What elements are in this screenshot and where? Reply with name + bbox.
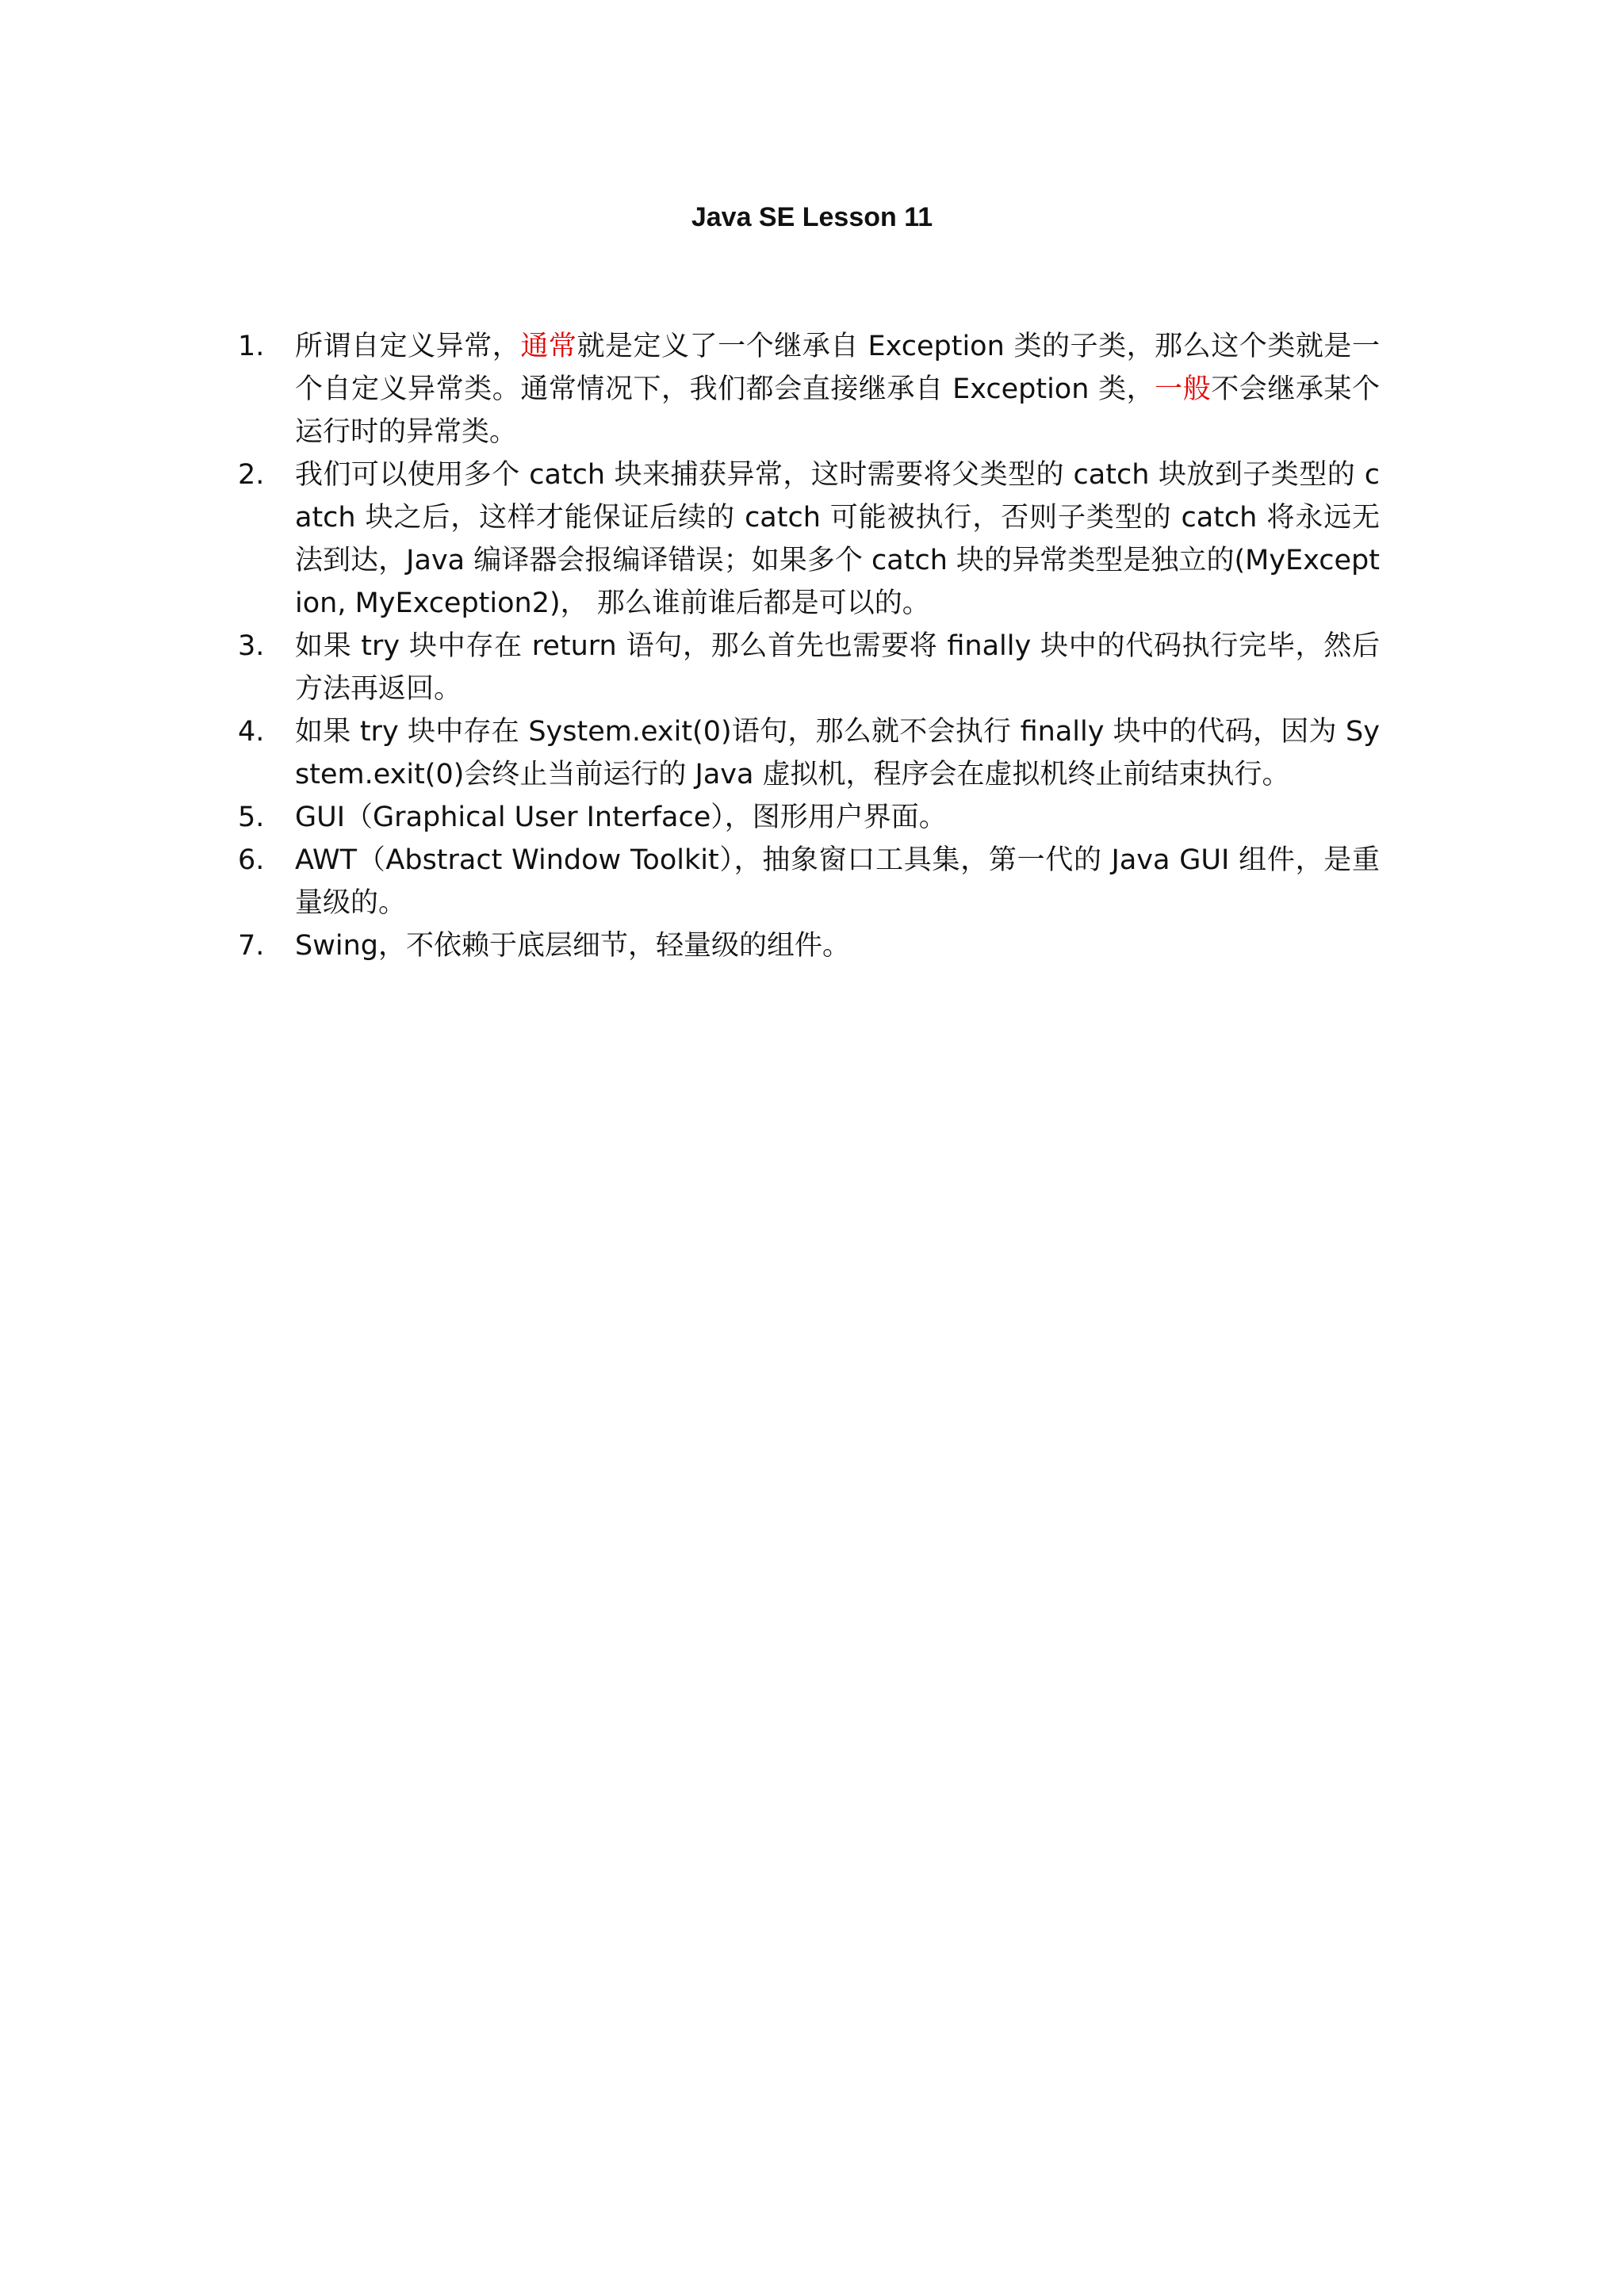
list-item bbox=[238, 710, 1380, 796]
text-segment: Swing，不依赖于底层细节，轻量级的组件。 bbox=[295, 930, 850, 962]
list-item-number: 3. bbox=[238, 630, 265, 662]
list-item-number: 6. bbox=[238, 844, 265, 876]
text-segment: AWT（Abstract Window Toolkit），抽象窗口工具集，第一代的 Java GUI 组件，是重量级的。 bbox=[295, 844, 1380, 919]
list-item-text bbox=[295, 453, 1380, 625]
page-title: Java SE Lesson 11 bbox=[691, 202, 933, 232]
list-item-text bbox=[295, 796, 1380, 839]
highlighted-text: 一般 bbox=[1155, 373, 1212, 405]
list-item bbox=[238, 796, 1380, 839]
list-item-text bbox=[295, 839, 1380, 924]
list-item bbox=[238, 839, 1380, 924]
list-item bbox=[238, 625, 1380, 710]
list-item-text bbox=[295, 625, 1380, 710]
text-segment: 就是定义了一个继承自 Exception 类的子类，那么这个类就是一个自定义异常类。通常情况下，我们都会直接继承自 Exception 类， bbox=[295, 331, 1380, 405]
text-segment: 不会继承某个运行时的异常类。 bbox=[295, 373, 1380, 448]
numbered-list bbox=[238, 325, 1380, 967]
list-item-number: 4. bbox=[238, 716, 265, 748]
text-segment: 如果 try 块中存在 return 语句，那么首先也需要将 finally 块中的代码执行完毕，然后方法再返回。 bbox=[295, 630, 1380, 705]
text-segment: 如果 try 块中存在 System.exit(0)语句，那么就不会执行 finally 块中的代码，因为 System.exit(0)会终止当前运行的 Java 虚拟机，程序会在虚拟机终止前结束执行。 bbox=[295, 716, 1380, 790]
text-segment: 我们可以使用多个 catch 块来捕获异常，这时需要将父类型的 catch 块放到子类型的 catch 块之后，这样才能保证后续的 catch 可能被执行，否则子类型的 catch 将永远无法到达，Java 编译器会报编译错误；如果多个 catch 块的异常类型是独立的(MyException, MyException2)， 那么谁前谁后都是可以的。 bbox=[295, 459, 1380, 619]
text-segment: GUI（Graphical User Interface），图形用户界面。 bbox=[295, 802, 947, 833]
highlighted-text: 通常 bbox=[520, 331, 577, 362]
text-segment: 所谓自定义异常， bbox=[295, 331, 521, 362]
list-item-text bbox=[295, 924, 1380, 967]
list-item-number: 2. bbox=[238, 459, 265, 491]
list-item-number: 7. bbox=[238, 930, 265, 962]
list-item-text bbox=[295, 325, 1380, 453]
list-item-number: 5. bbox=[238, 802, 265, 833]
list-item bbox=[238, 924, 1380, 967]
list-item bbox=[238, 453, 1380, 625]
list-item-number: 1. bbox=[238, 331, 265, 362]
list-item bbox=[238, 325, 1380, 453]
list-item-text bbox=[295, 710, 1380, 796]
